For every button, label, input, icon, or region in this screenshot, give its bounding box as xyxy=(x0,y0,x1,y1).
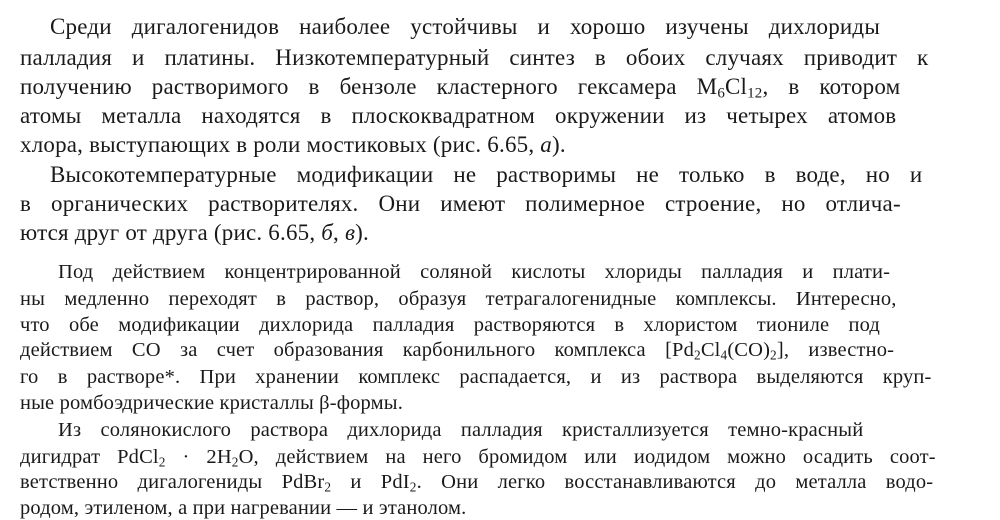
text-line: действием CO за счет образования карбонильного комплекса $[Pd_2Cl_4(CO)_2]$, известно- xyxy=(20,339,895,363)
text-line: родом, этиленом, а при нагревании — и этанолом. xyxy=(20,497,467,519)
text-line: Высокотемпературные модификации не растворимы не только в воде, но и xyxy=(50,162,923,187)
text-line: в органических растворителях. Они имеют полимерное строение, но отлича- xyxy=(20,191,901,216)
text-line: дигидрат PdCl$_2$ · $2H_2O$, действием на него бромидом или иодидом можно осадить соот- xyxy=(20,446,936,470)
text-line: ны медленно переходят в раствор, образуя тетрагалогенидные комплексы. Интересно, xyxy=(20,288,897,310)
text-line: палладия и платины. Низкотемпературный синтез в обоих случаях приводит к xyxy=(20,45,929,70)
text-line: Под действием концентрированной соляной кислоты хлориды палладия и плати- xyxy=(58,261,891,283)
text-line: атомы металла находятся в плоскоквадратном окружении из четырех атомов xyxy=(20,103,897,128)
text-line: ные ромбоэдрические кристаллы β-формы. xyxy=(20,392,403,414)
text-line: хлора, выступающих в роли мостиковых (рис. 6.65, а). xyxy=(20,132,566,157)
text-line: что обе модификации дихлорида палладия растворяются в хлористом тиониле под xyxy=(20,314,881,336)
text-line: го в растворе*. При хранении комплекс распадается, и из раствора выделяются круп- xyxy=(20,366,932,388)
text-line: ветственно дигалогениды PdBr$_2$ и PdI$_2$. Они легко восстанавливаются до металла водо- xyxy=(20,471,934,495)
text-line: получению растворимого в бензоле кластерного гексамера $M_6Cl_{12}$, в котором xyxy=(20,74,901,102)
text-line: Среди дигалогенидов наиболее устойчивы и хорошо изучены дихлориды xyxy=(50,14,880,39)
text-line: Из солянокислого раствора дихлорида палладия кристаллизуется темно-красный xyxy=(58,419,864,441)
text-line: ются друг от друга (рис. 6.65, б, в). xyxy=(20,220,369,245)
